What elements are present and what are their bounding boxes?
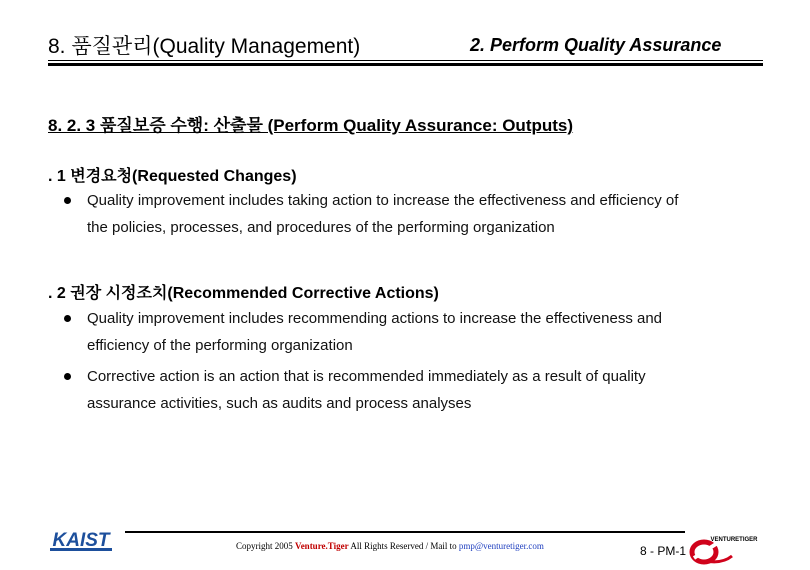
header-divider-thick (48, 63, 763, 66)
header-divider-thin (48, 60, 763, 61)
bullet-dot (64, 373, 71, 380)
item-heading-requested-changes: . 1 변경요청(Requested Changes) (48, 168, 297, 185)
copyright-text (236, 541, 544, 551)
bullet-text-line2: efficiency of the performing organization (87, 337, 353, 354)
copyright-brand: Venture.Tiger (295, 541, 349, 551)
bullet-dot (64, 315, 71, 322)
page-number: 8 - PM-1 (640, 544, 687, 558)
bullet-text-line2: assurance activities, such as audits and process analyses (87, 395, 472, 412)
venturetiger-logo-text: VENTURETIGER (710, 537, 758, 543)
bullet-text-line1: Quality improvement includes recommending actions to increase the effectiveness and (87, 310, 663, 327)
page-title: 8. 품질관리(Quality Management) (48, 35, 361, 58)
copyright-middle: All Rights Reserved / Mail to (348, 541, 459, 551)
bullet-text-line2: the policies, processes, and procedures of the performing organization (87, 219, 555, 236)
venturetiger-logo (688, 532, 762, 566)
copyright-email-link[interactable]: pmp@venturetiger.com (458, 541, 544, 551)
page-subtitle: 2. Perform Quality Assurance (470, 35, 722, 55)
bullet-text-line1: Corrective action is an action that is recommended immediately as a result of quality (87, 368, 646, 385)
copyright-prefix: Copyright 2005 (236, 541, 296, 551)
kaist-logo (50, 528, 112, 552)
bullet-text-line1: Quality improvement includes taking action to increase the effectiveness and efficiency of (87, 192, 679, 209)
item-heading-recommended-corrective-actions: . 2 권장 시정조치(Recommended Corrective Actions) (48, 285, 439, 302)
bullet-dot (64, 197, 71, 204)
kaist-logo-text: KAIST (52, 530, 110, 551)
section-heading: 8. 2. 3 품질보증 수행: 산출물 (Perform Quality Assurance: Outputs) (48, 116, 574, 135)
footer-divider (125, 531, 685, 533)
